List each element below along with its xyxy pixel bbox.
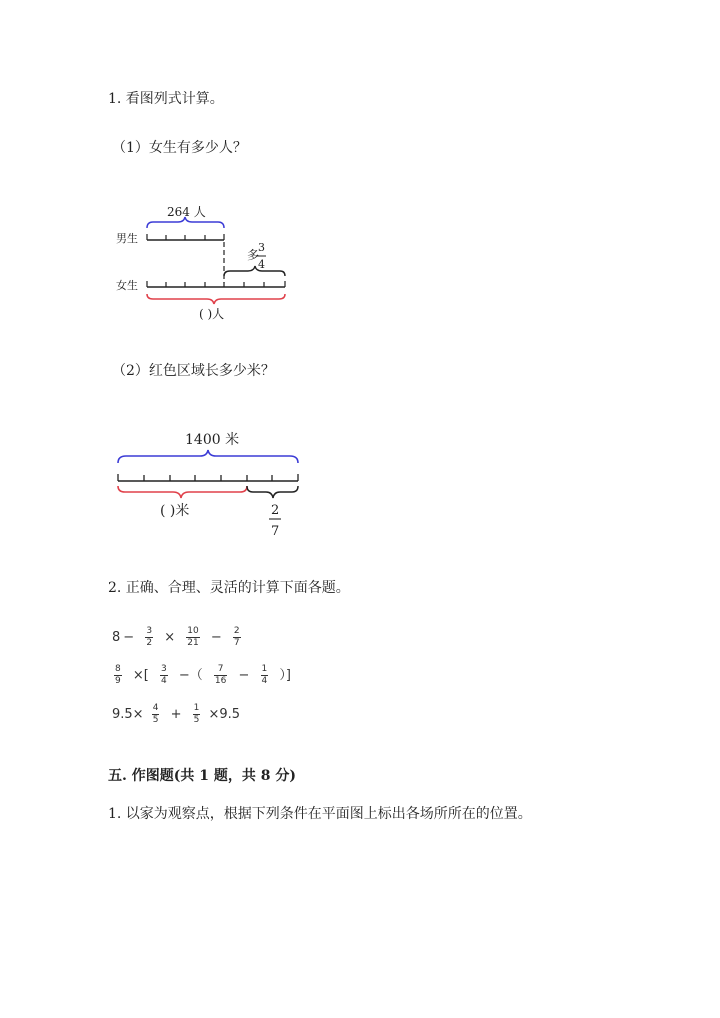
region-answer-blank: ( )米 [160, 503, 190, 519]
boys-row-label: 男生 [116, 232, 138, 245]
red-brace-region [118, 486, 247, 498]
more-fraction-num: 3 [258, 241, 265, 254]
expression-3: 9.5× $\frac{4}{5}$ + $\frac{1}{5}$ ×9.5 [112, 703, 241, 725]
section5-q1: 1. 以家为观察点，根据下列条件在平面图上标出各场所所在的位置。 [108, 806, 532, 822]
total-length-label: 1400 米 [185, 432, 240, 448]
section5-heading: 五. 作图题(共 1 题，共 8 分) [108, 768, 296, 784]
expression-1: 8 − $\frac{3}{2}$ × $\frac{10}{21}$ − $\frac{2}{7}$ [112, 626, 240, 648]
blue-brace-1400 [118, 450, 298, 463]
fraction-num: 2 [271, 503, 280, 518]
fraction-den: 7 [271, 524, 280, 539]
dark-brace-fraction [247, 486, 298, 498]
q2-title: 2. 正确、合理、灵活的计算下面各题。 [108, 580, 350, 596]
q1-title: 1. 看图列式计算。 [108, 91, 224, 107]
more-fraction-den: 4 [258, 258, 265, 271]
q1-sub2: （2）红色区域长多少米？ [112, 363, 275, 379]
girls-answer-blank: ( )人 [199, 307, 225, 321]
q1-sub1: （1）女生有多少人？ [112, 140, 247, 156]
more-word: 多 [247, 248, 260, 262]
boys-count-label: 264 人 [167, 205, 206, 219]
expression-2: $\frac{8}{9}$ ×[ $\frac{3}{4}$ −（ $\frac{7}{16}$ − $\frac{1}{4}$ ）] [115, 664, 291, 686]
girls-row-label: 女生 [116, 279, 138, 292]
